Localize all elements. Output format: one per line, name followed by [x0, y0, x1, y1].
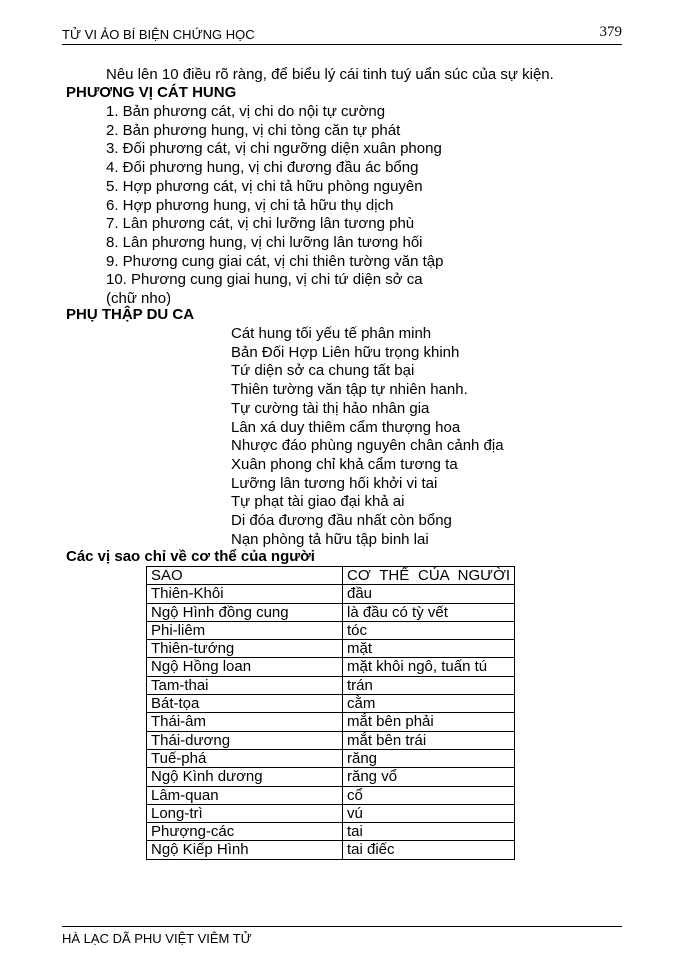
list-item: 6. Hợp phương hung, vị chi tả hữu thụ dịch [106, 196, 394, 214]
section-heading-body-stars: Các vị sao chỉ về cơ thể của người [66, 548, 315, 565]
star-cell: Phượng-các [147, 823, 343, 841]
body-part-cell: là đầu có tỳ vết [343, 603, 515, 621]
page-number: 379 [599, 24, 622, 40]
verse-line: Nạn phòng tả hữu tập binh lai [231, 530, 429, 548]
star-cell: Lâm-quan [147, 786, 343, 804]
verse-line: Nhược đáo phùng nguyên chân cảnh địa [231, 437, 504, 455]
star-cell: Ngộ Hình đồng cung [147, 603, 343, 621]
star-cell: Thái-dương [147, 731, 343, 749]
body-part-cell: mắt bên trái [343, 731, 515, 749]
phuong-vi-list [106, 103, 443, 309]
star-cell: Thiên-Khôi [147, 585, 343, 603]
list-item: 3. Đối phương cát, vị chi ngưỡng diện xuân phong [106, 140, 442, 158]
body-part-cell: tai [343, 823, 515, 841]
star-cell: Phi-liêm [147, 621, 343, 639]
verse-line: Di đóa đương đầu nhất còn bổng [231, 512, 452, 530]
list-item: 4. Đối phương hung, vị chi đương đầu ác bổng [106, 159, 419, 177]
running-title: TỬ VI ẢO BÍ BIỆN CHỨNG HỌC [62, 27, 255, 42]
body-part-cell: răng [343, 749, 515, 767]
section-heading-phu-thap-du-ca: PHỤ THẬP DU CA [66, 306, 195, 323]
poem-verses [231, 325, 504, 549]
verse-line: Tự phạt tài giao đại khả ai [231, 493, 405, 511]
star-cell: Ngộ Kình dương [147, 768, 343, 786]
table-row [147, 768, 515, 786]
star-cell: Bát-tọa [147, 695, 343, 713]
table-row [147, 731, 515, 749]
verse-line: Lân xá duy thiêm cẩm thượng hoa [231, 418, 461, 436]
star-cell: Tam-thai [147, 676, 343, 694]
body-part-cell: mắt bên phải [343, 713, 515, 731]
body-part-cell: mặt [343, 640, 515, 658]
table-row [147, 695, 515, 713]
table-row [147, 658, 515, 676]
verse-line: Cát hung tối yếu tế phân minh [231, 325, 432, 342]
star-cell: Tuế-phá [147, 749, 343, 767]
verse-line: Thiên tường văn tập tự nhiên hanh. [231, 381, 468, 399]
body-part-cell: răng vổ [343, 768, 515, 786]
page-header [62, 22, 622, 45]
page-footer: HÀ LẠC DÃ PHU VIỆT VIÊM TỬ [62, 926, 622, 946]
verse-line: Bản Đối Hợp Liên hữu trọng khinh [231, 343, 460, 361]
list-item: 1. Bản phương cát, vị chi do nội tự cường [106, 103, 386, 120]
body-part-cell: trán [343, 676, 515, 694]
list-item: 7. Lân phương cát, vị chi lưỡng lân tương phù [106, 215, 415, 233]
list-item: 2. Bản phương hung, vị chi tòng căn tự phát [106, 121, 401, 139]
table-row [147, 640, 515, 658]
list-item: 8. Lân phương hung, vị chi lưỡng lân tương hối [106, 233, 423, 251]
list-item: (chữ nho) [106, 290, 172, 308]
table-header-row [147, 567, 515, 585]
star-cell: Thiên-tướng [147, 640, 343, 658]
list-item: 10. Phương cung giai hung, vị chi tứ diện sở ca [106, 271, 423, 289]
body-part-cell: vú [343, 804, 515, 822]
table-row [147, 621, 515, 639]
intro-paragraph: Nêu lên 10 điều rõ ràng, để biểu lý cái tinh tuý uẩn súc của sự kiện. [106, 66, 554, 83]
star-cell: Thái-âm [147, 713, 343, 731]
verse-line: Tự cường tài thị hảo nhân gia [231, 399, 430, 417]
col-header-sao: SAO [147, 567, 343, 585]
body-part-cell: cổ [343, 786, 515, 804]
body-part-cell: đầu [343, 585, 515, 603]
table-row [147, 804, 515, 822]
col-header-co-the: CƠ THỂ CỦA NGƯỜI [343, 567, 515, 585]
body-part-cell: cằm [343, 695, 515, 713]
list-item: 5. Hợp phương cát, vị chi tả hữu phòng nguyên [106, 177, 423, 195]
list-item: 9. Phương cung giai cát, vị chi thiên tường văn tập [106, 252, 444, 270]
table-row [147, 603, 515, 621]
star-cell: Ngộ Hồng loan [147, 658, 343, 676]
stars-body-table [146, 566, 515, 860]
table-row [147, 841, 515, 859]
table-row [147, 676, 515, 694]
body-part-cell: tóc [343, 621, 515, 639]
section-heading-phuong-vi: PHƯƠNG VỊ CÁT HUNG [66, 84, 237, 101]
table-row [147, 585, 515, 603]
star-cell: Ngộ Kiếp Hình [147, 841, 343, 859]
verse-line: Xuân phong chỉ khả cẩm tương ta [231, 455, 458, 473]
table-row [147, 786, 515, 804]
table-row [147, 749, 515, 767]
star-cell: Long-trì [147, 804, 343, 822]
body-part-cell: mặt khôi ngô, tuấn tú [343, 658, 515, 676]
verse-line: Tứ diện sở ca chung tất bại [231, 362, 415, 380]
table-row [147, 713, 515, 731]
table-row [147, 823, 515, 841]
body-part-cell: tai điếc [343, 841, 515, 859]
verse-line: Lưỡng lân tương hối khởi vi tai [231, 474, 438, 492]
